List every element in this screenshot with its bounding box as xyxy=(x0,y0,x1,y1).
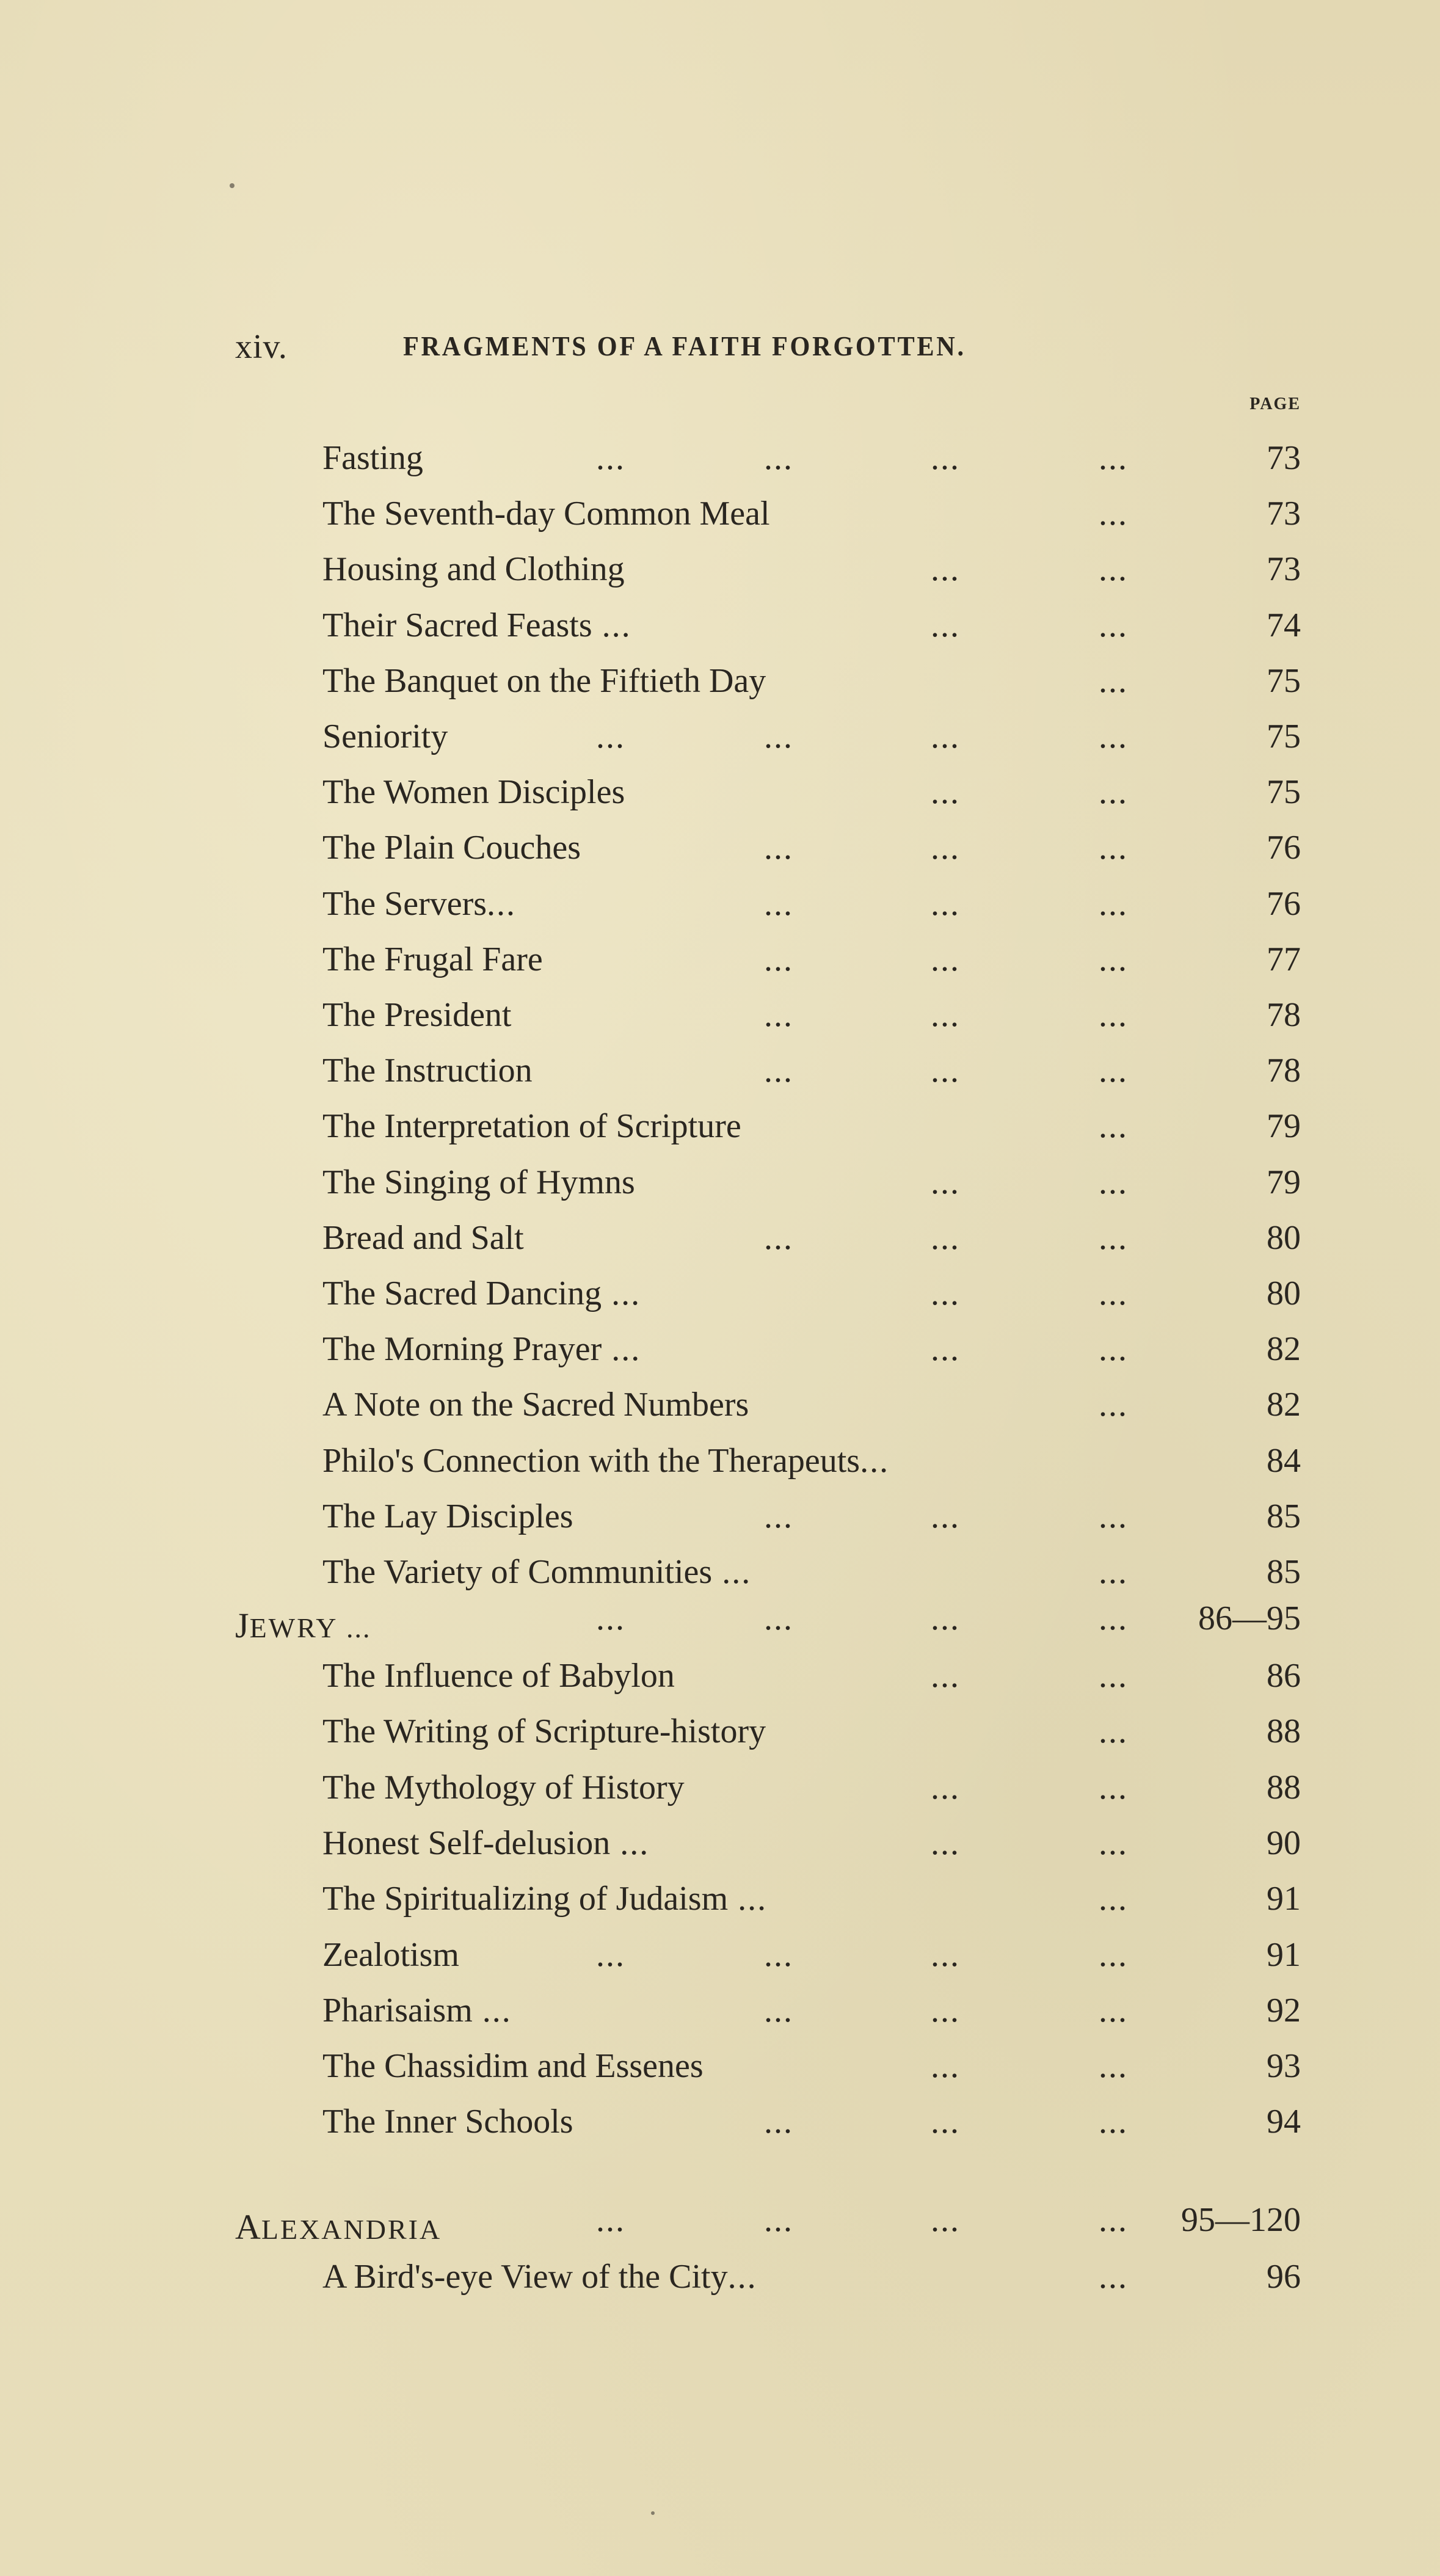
dot-leader: ... xyxy=(1099,2103,1128,2141)
toc-entry-row[interactable] xyxy=(0,1879,1440,1928)
page-column-label: PAGE xyxy=(1249,395,1301,413)
dot-leader: ... xyxy=(931,606,960,644)
dot-leader: ... xyxy=(764,2103,793,2141)
toc-entry-title: Honest Self-delusion ... xyxy=(322,1824,650,1862)
toc-page-number: 79 xyxy=(1267,1163,1301,1201)
dot-leader: ... xyxy=(1099,884,1128,923)
dot-leader: ... xyxy=(931,550,960,589)
dot-leader: ... xyxy=(764,1497,793,1535)
dot-leader: ... xyxy=(931,940,960,978)
dot-leader: ... xyxy=(596,439,625,477)
toc-entry-title: Their Sacred Feasts ... xyxy=(322,606,631,644)
toc-page-number: 91 xyxy=(1267,1935,1301,1974)
toc-entry-row[interactable] xyxy=(0,606,1440,655)
dot-leader: ... xyxy=(727,2258,757,2296)
dot-leader: ... xyxy=(931,718,960,755)
toc-entry-row[interactable] xyxy=(0,1497,1440,1546)
dot-leader: ... xyxy=(931,1330,960,1369)
toc-page-number: 73 xyxy=(1267,439,1301,477)
dot-leader: ... xyxy=(764,1599,793,1637)
toc-page-number: 77 xyxy=(1267,940,1301,978)
toc-entry-title: The Writing of Scripture-history xyxy=(322,1712,766,1751)
toc-page-number: 96 xyxy=(1267,2258,1301,2296)
toc-entry-title: The Chassidim and Essenes xyxy=(322,2047,704,2086)
dot-leader: ... xyxy=(931,2047,960,2086)
toc-entry-row[interactable] xyxy=(0,438,1440,487)
toc-page-number: 85 xyxy=(1267,1553,1301,1591)
dot-leader: ... xyxy=(602,1330,641,1369)
toc-entry-title: The Spiritualizing of Judaism ... xyxy=(322,1880,768,1918)
toc-section-row[interactable] xyxy=(0,2200,1440,2249)
dot-leader: ... xyxy=(1099,1218,1128,1257)
toc-entry-row[interactable] xyxy=(0,995,1440,1044)
toc-entry-title: The Interpretation of Scripture xyxy=(322,1107,741,1146)
toc-entry-title: Philo's Connection with the Therapeuts... xyxy=(322,1441,890,1480)
dot-leader: ... xyxy=(931,1824,960,1862)
dot-leader: ... xyxy=(1099,1553,1128,1591)
toc-entry-row[interactable] xyxy=(0,1656,1440,1705)
dot-leader: ... xyxy=(764,996,793,1034)
dot-leader: ... xyxy=(1099,1052,1128,1090)
toc-entry-title: The Instruction xyxy=(322,1052,533,1090)
toc-entry-row[interactable] xyxy=(0,1274,1440,1323)
toc-entry-row[interactable] xyxy=(0,1991,1440,2040)
dot-leader: ... xyxy=(1099,1163,1128,1201)
toc-page-number: 74 xyxy=(1267,606,1301,644)
toc-page-number: 90 xyxy=(1267,1824,1301,1862)
dot-leader: ... xyxy=(1099,1935,1128,1974)
toc-entry-title: The Morning Prayer ... xyxy=(322,1330,641,1369)
toc-page-number: 75 xyxy=(1267,773,1301,812)
dot-leader: ... xyxy=(1099,1275,1128,1312)
toc-entry-title: The Variety of Communities ... xyxy=(322,1553,752,1591)
toc-entry-row[interactable] xyxy=(0,1441,1440,1490)
dot-leader: ... xyxy=(764,940,793,978)
dot-leader: ... xyxy=(1099,2047,1128,2086)
toc-entry-title: The Influence of Babylon xyxy=(322,1657,675,1695)
toc-section-title: ALEXANDRIA xyxy=(235,2207,442,2247)
dot-leader: ... xyxy=(596,2201,625,2239)
dot-leader: ... xyxy=(764,1218,793,1257)
dot-leader: ... xyxy=(712,1553,752,1591)
dot-leader: ... xyxy=(338,1612,371,1643)
toc-entry-row[interactable] xyxy=(0,828,1440,877)
toc-section-title: JEWRY ... xyxy=(235,1606,371,1645)
toc-entry-title: Pharisaism ... xyxy=(322,1991,512,2029)
dot-leader: ... xyxy=(1099,940,1128,978)
running-head xyxy=(235,327,1310,370)
dot-leader: ... xyxy=(472,1991,512,2029)
toc-entry-title: A Bird's-eye View of the City... xyxy=(322,2258,757,2296)
dot-leader: ... xyxy=(931,1497,960,1535)
dot-leader: ... xyxy=(1099,1330,1128,1369)
dot-leader: ... xyxy=(596,1599,625,1637)
toc-entry-row[interactable] xyxy=(0,2257,1440,2306)
paper-speck xyxy=(230,183,235,188)
toc-entry-title: Housing and Clothing xyxy=(322,550,625,589)
dot-leader: ... xyxy=(764,718,793,755)
toc-page-number: 92 xyxy=(1267,1991,1301,2029)
toc-entry-row[interactable] xyxy=(0,884,1440,933)
toc-page-number: 88 xyxy=(1267,1712,1301,1751)
dot-leader: ... xyxy=(1099,550,1128,589)
toc-page-number: 94 xyxy=(1267,2103,1301,2141)
toc-entry-title: The President xyxy=(322,996,512,1034)
toc-page-number: 75 xyxy=(1267,661,1301,700)
dot-leader: ... xyxy=(764,1935,793,1974)
toc-entry-row[interactable] xyxy=(0,1330,1440,1378)
toc-page-number: 86 xyxy=(1267,1657,1301,1695)
dot-leader: ... xyxy=(931,1599,960,1637)
toc-entry-row[interactable] xyxy=(0,1107,1440,1155)
toc-page-number: 78 xyxy=(1267,1052,1301,1090)
book-title: FRAGMENTS OF A FAITH FORGOTTEN. xyxy=(403,330,966,362)
dot-leader: ... xyxy=(1099,606,1128,644)
dot-leader: ... xyxy=(1099,1880,1128,1918)
dot-leader: ... xyxy=(1099,1824,1128,1862)
toc-section-row[interactable] xyxy=(0,1599,1440,1648)
dot-leader: ... xyxy=(1099,1386,1128,1424)
dot-leader: ... xyxy=(487,884,517,923)
dot-leader: ... xyxy=(931,1935,960,1974)
dot-leader: ... xyxy=(596,718,625,755)
dot-leader: ... xyxy=(764,829,793,867)
dot-leader: ... xyxy=(1099,773,1128,812)
toc-entry-row[interactable] xyxy=(0,2102,1440,2151)
dot-leader: ... xyxy=(931,829,960,867)
dot-leader: ... xyxy=(1099,996,1128,1034)
toc-entry-title: The Sacred Dancing ... xyxy=(322,1275,641,1312)
dot-leader: ... xyxy=(931,1657,960,1695)
toc-page-number: 93 xyxy=(1267,2047,1301,2086)
dot-leader: ... xyxy=(1099,1712,1128,1751)
dot-leader: ... xyxy=(602,1275,641,1312)
dot-leader: ... xyxy=(931,996,960,1034)
dot-leader: ... xyxy=(931,1991,960,2029)
toc-entry-row[interactable] xyxy=(0,940,1440,989)
toc-entry-row[interactable] xyxy=(0,1218,1440,1267)
toc-entry-title: The Servers... xyxy=(322,884,517,923)
toc-entry-row[interactable] xyxy=(0,2047,1440,2095)
toc-page-number: 88 xyxy=(1267,1768,1301,1806)
dot-leader: ... xyxy=(764,1991,793,2029)
dot-leader: ... xyxy=(931,1768,960,1806)
toc-entry-title: The Lay Disciples xyxy=(322,1497,573,1535)
toc-page-number: 82 xyxy=(1267,1330,1301,1369)
dot-leader: ... xyxy=(1099,661,1128,700)
toc-entry-row[interactable] xyxy=(0,1552,1440,1601)
toc-page-number: 86—95 xyxy=(1198,1599,1301,1637)
dot-leader: ... xyxy=(1099,1768,1128,1806)
toc-entry-title: The Singing of Hymns xyxy=(322,1163,635,1201)
dot-leader: ... xyxy=(1099,495,1128,533)
page-folio: xiv. xyxy=(235,328,288,366)
toc-page-number: 95—120 xyxy=(1181,2201,1301,2239)
toc-entry-row[interactable] xyxy=(0,1712,1440,1761)
dot-leader: ... xyxy=(931,1218,960,1257)
toc-entry-title: The Frugal Fare xyxy=(322,940,543,978)
toc-entry-row[interactable] xyxy=(0,1935,1440,1984)
dot-leader: ... xyxy=(592,606,631,644)
toc-entry-row[interactable] xyxy=(0,1385,1440,1434)
toc-page-number: 82 xyxy=(1267,1386,1301,1424)
toc-page-number: 80 xyxy=(1267,1218,1301,1257)
toc-entry-title: The Women Disciples xyxy=(322,773,625,812)
toc-page-number: 76 xyxy=(1267,829,1301,867)
dot-leader: ... xyxy=(764,2201,793,2239)
toc-entry-title: The Mythology of History xyxy=(322,1768,685,1806)
dot-leader: ... xyxy=(931,2103,960,2141)
toc-entry-row[interactable] xyxy=(0,717,1440,766)
toc-entry-title: The Plain Couches xyxy=(322,829,581,867)
toc-page-number: 76 xyxy=(1267,884,1301,923)
dot-leader: ... xyxy=(860,1441,890,1480)
dot-leader: ... xyxy=(764,1052,793,1090)
toc-entry-row[interactable] xyxy=(0,661,1440,710)
toc-entry-row[interactable] xyxy=(0,1051,1440,1100)
toc-page-number: 85 xyxy=(1267,1497,1301,1535)
toc-entry-title: Fasting xyxy=(322,439,423,477)
dot-leader: ... xyxy=(1099,1657,1128,1695)
toc-entry-row[interactable] xyxy=(0,494,1440,543)
toc-entry-title: Bread and Salt xyxy=(322,1218,524,1257)
toc-page-number: 73 xyxy=(1267,495,1301,533)
dot-leader: ... xyxy=(1099,718,1128,755)
dot-leader: ... xyxy=(1099,2201,1128,2239)
dot-leader: ... xyxy=(596,1935,625,1974)
toc-page-number: 80 xyxy=(1267,1275,1301,1312)
dot-leader: ... xyxy=(1099,1991,1128,2029)
dot-leader: ... xyxy=(931,2201,960,2239)
toc-entry-title: The Seventh-day Common Meal xyxy=(322,495,770,533)
dot-leader: ... xyxy=(931,1052,960,1090)
paper-speck xyxy=(651,2511,655,2515)
dot-leader: ... xyxy=(1099,1599,1128,1637)
toc-page-number: 84 xyxy=(1267,1441,1301,1480)
toc-page-number: 79 xyxy=(1267,1107,1301,1146)
toc-page-number: 73 xyxy=(1267,550,1301,589)
dot-leader: ... xyxy=(1099,439,1128,477)
dot-leader: ... xyxy=(1099,1107,1128,1146)
dot-leader: ... xyxy=(1099,2258,1128,2296)
toc-entry-row[interactable] xyxy=(0,1768,1440,1817)
toc-entry-title: Seniority xyxy=(322,718,448,755)
toc-entry-title: The Inner Schools xyxy=(322,2103,573,2141)
toc-page-number: 91 xyxy=(1267,1880,1301,1918)
toc-entry-row[interactable] xyxy=(0,773,1440,821)
dot-leader: ... xyxy=(931,439,960,477)
dot-leader: ... xyxy=(931,1275,960,1312)
toc-entry-title: Zealotism xyxy=(322,1935,459,1974)
toc-entry-row[interactable] xyxy=(0,550,1440,599)
dot-leader: ... xyxy=(1099,1497,1128,1535)
dot-leader: ... xyxy=(931,773,960,812)
toc-entry-row[interactable] xyxy=(0,1824,1440,1872)
dot-leader: ... xyxy=(931,1163,960,1201)
dot-leader: ... xyxy=(610,1824,650,1862)
dot-leader: ... xyxy=(1099,829,1128,867)
toc-page-number: 75 xyxy=(1267,718,1301,755)
toc-entry-row[interactable] xyxy=(0,1163,1440,1212)
toc-page-number: 78 xyxy=(1267,996,1301,1034)
toc-entry-title: A Note on the Sacred Numbers xyxy=(322,1386,749,1424)
dot-leader: ... xyxy=(931,884,960,923)
dot-leader: ... xyxy=(728,1880,768,1918)
dot-leader: ... xyxy=(764,439,793,477)
dot-leader: ... xyxy=(764,884,793,923)
toc-entry-title: The Banquet on the Fiftieth Day xyxy=(322,661,766,700)
